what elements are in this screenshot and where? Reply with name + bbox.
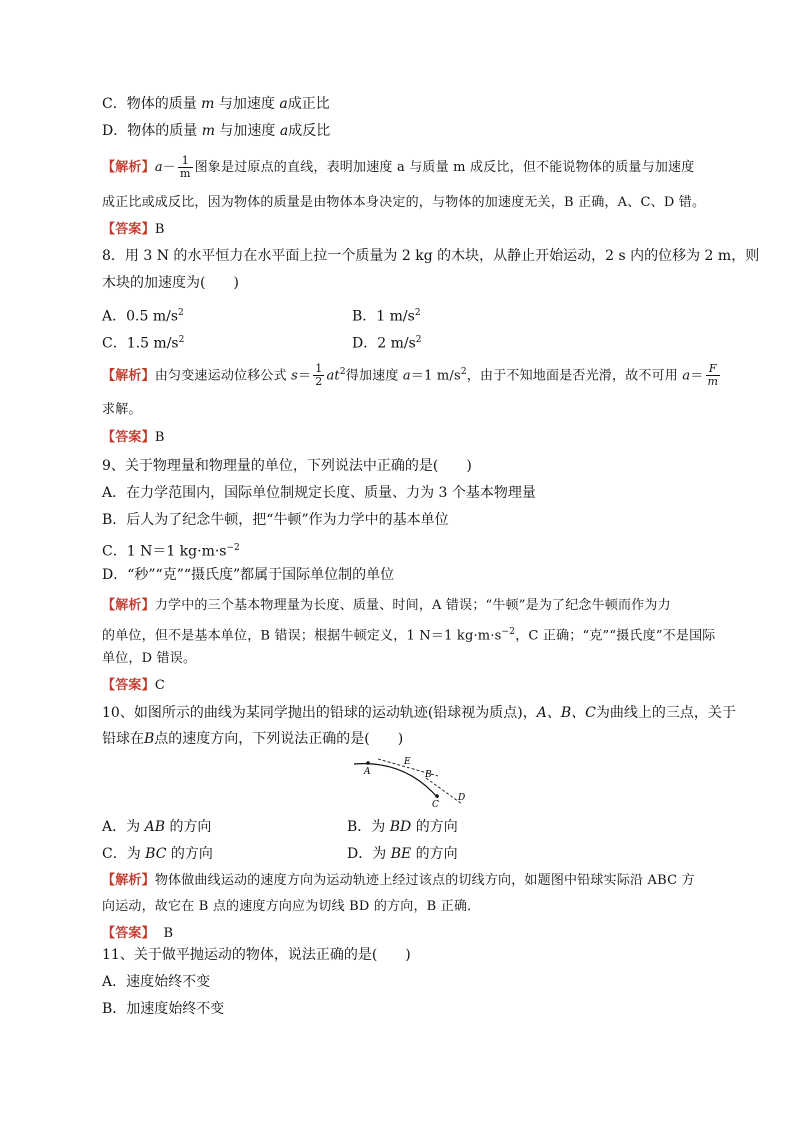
q8-stem: 8．用 3 N 的水平恒力在水平面上拉一个质量为 2 kg 的木块，从静止开始运动，2 s 内的位移为 2 m，则: [102, 248, 760, 264]
q10-stem-line2: 铅球在B点的速度方向，下列说法正确的是( ): [102, 731, 404, 747]
q9-answer: 【答案】C: [102, 678, 165, 693]
q10-option-d: D．为 BE 的方向: [347, 846, 458, 862]
label-d: D: [458, 793, 466, 803]
fraction: $\frac{1}{m}$: [179, 154, 191, 180]
q10-analysis: 【解析】物体做曲线运动的速度方向为运动轨迹上经过该点的切线方向，如题图中铅球实际沿 ABC 方: [102, 873, 695, 888]
q7-answer: 【答案】B: [102, 222, 165, 237]
q9-analysis-line2: 的单位，但不是基本单位，B 错误；根据牛顿定义，1 N＝1 $kg\cdot m\cdot s^{-2}$，C 正确；“克”“摄氏度”不是国际: [102, 627, 716, 644]
label-c: C: [432, 800, 439, 808]
q7-analysis: 【解析】a－ $\frac{1}{m}$ 图象是过原点的直线，表明加速度 a 与质量 m 成反比，但不能说物体的质量与加速度: [102, 154, 695, 180]
analysis-tag: 【解析】: [102, 160, 155, 175]
q8-analysis: 【解析】由匀变速运动位移公式 s＝ $\frac{1}{2}$ $at^2$得加速度 a＝1 $m/s^2$，由于不知地面是否光滑，故不可用 a＝ $\frac{F}{m}$: [102, 362, 719, 389]
q8-analysis-line2: 求解。: [102, 402, 142, 417]
point-c: [435, 794, 439, 798]
q7-option-c: C．物体的质量 m 与加速度 a成正比: [102, 96, 330, 112]
q10-analysis-line2: 向运动，故它在 B 点的速度方向应为切线 BD 的方向，B 正确．: [102, 899, 481, 914]
q8-option-c: C．1.5 $m/s^2$: [102, 335, 185, 352]
point-a: [366, 761, 370, 765]
q9-analysis: 【解析】力学中的三个基本物理量为长度、质量、时间，A 错误；“牛顿”是为了纪念牛顿而作为力: [102, 598, 671, 613]
q8-answer: 【答案】B: [102, 430, 165, 445]
q10-stem: 10、如图所示的曲线为某同学抛出的铅球的运动轨迹(铅球视为质点)，A、B、C为曲线上的三点，关于: [102, 705, 736, 721]
q10-option-b: B．为 BD 的方向: [347, 819, 458, 835]
q9-stem: 9、关于物理量和物理量的单位，下列说法中正确的是( ): [102, 458, 472, 474]
q10-option-c: C．为 BC 的方向: [102, 846, 213, 862]
q9-option-d: D．“秒”“克”“摄氏度”都属于国际单位制的单位: [102, 567, 395, 583]
q7-analysis-line2: 成正比或成反比，因为物体的质量是由物体本身决定的，与物体的加速度无关，B 正确，A、C、D 错。: [102, 195, 706, 210]
q8-stem-line2: 木块的加速度为( ): [102, 275, 239, 291]
q8-option-b: B．1 $m/s^2$: [352, 308, 421, 325]
trajectory-figure: [350, 754, 474, 808]
q10-answer: 【答案】 B: [102, 926, 174, 941]
label-a: A: [364, 767, 371, 777]
q11-option-b: B．加速度始终不变: [102, 1001, 225, 1017]
q9-option-c: C．1 N＝1 $kg\cdot m\cdot s^{-2}$: [102, 543, 240, 560]
label-e: E: [404, 757, 411, 767]
q11-option-a: A．速度始终不变: [102, 974, 211, 990]
q7-option-d: D．物体的质量 m 与加速度 a成反比: [102, 123, 331, 139]
q11-stem: 11、关于做平抛运动的物体，说法正确的是( ): [102, 947, 411, 963]
q9-analysis-line3: 单位，D 错误。: [102, 651, 197, 666]
q8-option-d: D．2 $m/s^2$: [352, 335, 422, 352]
q9-option-b: B．后人为了纪念牛顿，把“牛顿”作为力学中的基本单位: [102, 512, 449, 528]
q8-option-a: A．0.5 $m/s^2$: [102, 308, 184, 325]
label-b: B: [425, 770, 432, 780]
q10-option-a: A．为 AB 的方向: [102, 819, 212, 835]
q9-option-a: A．在力学范围内，国际单位制规定长度、质量、力为 3 个基本物理量: [102, 485, 536, 501]
